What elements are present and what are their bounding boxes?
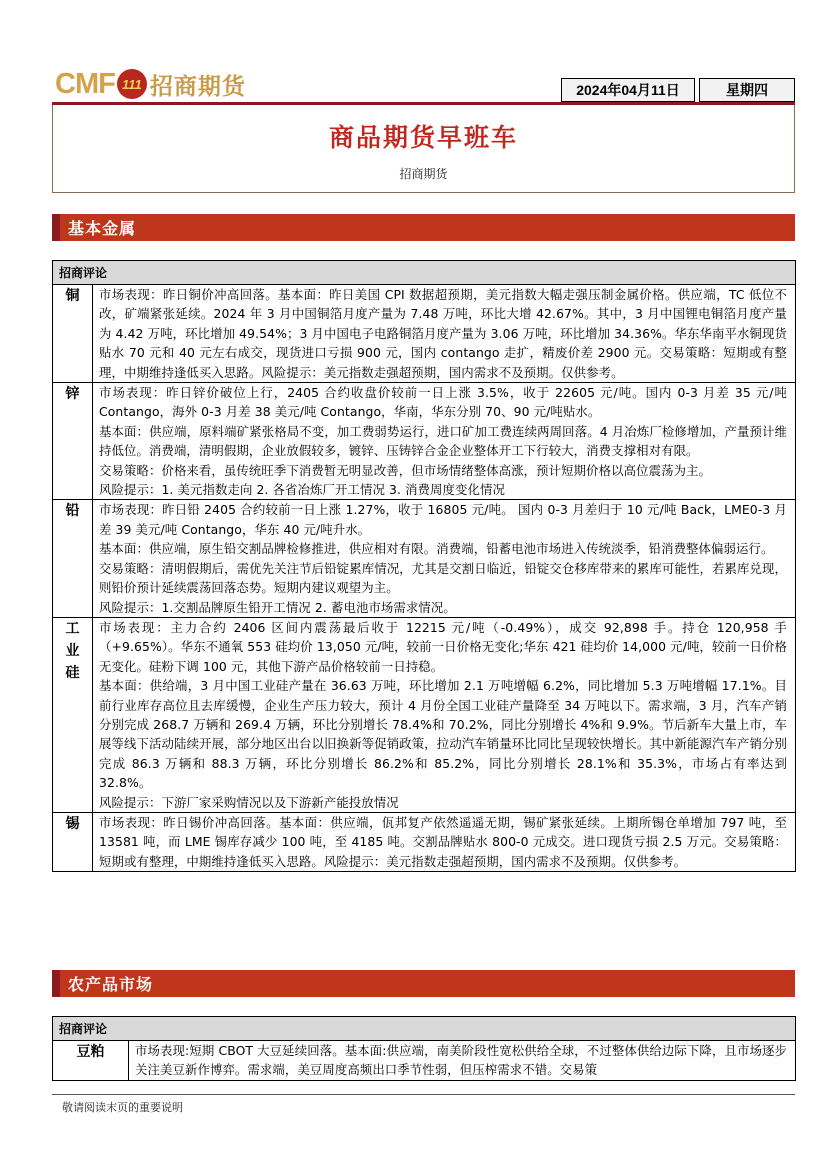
paragraph: 市场表现:短期 CBOT 大豆延续回落。基本面:供应端，南美阶段性宽松供给全球，不过整体供给边际下降，且市场逐步关注美豆新作博弈。需求端，美豆周度高频出口季节性弱，但压榨需求不错。交易策	[135, 1043, 788, 1078]
paragraph: 市场表现：昨日锡价冲高回落。基本面：供应端，佤邦复产依然遥遥无期，锡矿紧张延续。上期所锡仓单增加 797 吨，至 13581 吨，而 LME 锡库存减少 100 吨，至 4185 吨。交割品牌贴水 800-0 元成交。进口现货亏损 2.5 万元。交易策略：短期或有整理，中期维持逢低买入思路。风险提示：美元指数走强超预期，国内需求不及预期。仅供参考。	[99, 814, 788, 869]
footer-disclaimer: 敬请阅读末页的重要说明	[62, 1101, 183, 1114]
paragraph: 风险提示：下游厂家采购情况以及下游新产能投放情况	[99, 794, 399, 810]
commentary-zinc	[93, 383, 796, 500]
table-row-tin	[53, 812, 796, 871]
category-industrial-silicon: 工业硅	[53, 617, 93, 812]
report-date: 2024年04月11日	[561, 78, 695, 102]
paragraph: 基本面：供给端，3 月中国工业硅产量在 36.63 万吨，环比增加 2.1 万吨增幅 6.2%，同比增加 5.3 万吨增幅 17.1%。目前行业库存高位且去库缓慢，企业生产压力较大，预计 4 月份全国工业硅产量降至 34 万吨以下。需求端，3 月，汽车产销分别完成 268.7 万辆和 269.4 万辆，环比分别增长 78.4%和 70.2%，同比分别增长 4%和 9.9%。节后新车大量上市，车展等线下活动陆续开展，部分地区出台以旧换新等促销政策，拉动汽车销量环比同比呈现较快增长。其中新能源汽车产销分别完成 86.3 万辆和 88.3 万辆，环比分别增长 86.2%和 85.2%，同比分别增长 28.1%和 35.3%，市场占有率达到 32.8%。	[99, 678, 788, 791]
category-lead: 铅	[53, 500, 93, 617]
commentary-tin	[93, 812, 796, 871]
logo-emblem-icon: 111	[117, 69, 147, 99]
paragraph: 风险提示：1.交割品牌原生铅开工情况 2. 蓄电池市场需求情况。	[99, 599, 456, 615]
commentary-lead	[93, 500, 796, 617]
table-row-lead	[53, 500, 796, 617]
paragraph: 市场表现：昨日铅 2405 合约较前一日上涨 1.27%，收于 16805 元/吨。 国内 0-3 月差归于 10 元/吨 Back，LME0-3 月差 39 美元/吨 Contango，华东 40 元/吨升水。	[99, 502, 788, 537]
logo-cmf-text: CMF	[55, 67, 115, 100]
category-copper: 铜	[53, 285, 93, 383]
category-soybean-meal: 豆粕	[53, 1041, 129, 1081]
report-weekday: 星期四	[699, 78, 795, 102]
commentary-soybean-meal	[129, 1041, 796, 1081]
paragraph: 风险提示：1. 美元指数走向 2. 各省冶炼厂开工情况 3. 消费周度变化情况	[99, 482, 505, 498]
commentary-industrial-silicon	[93, 617, 796, 812]
paragraph: 市场表现：昨日锌价破位上行，2405 合约收盘价较前一日上涨 3.5%，收于 22605 元/吨。国内 0-3 月差 35 元/吨 Contango，海外 0-3 月差 38 美元/吨 Contango，华南，华东分别 70、90 元/吨贴水。	[99, 385, 788, 420]
agricultural-table	[52, 1016, 796, 1081]
table-header-commentary: 招商评论	[53, 261, 796, 285]
paragraph: 交易策略：清明假期后，需优先关注节后铅锭累库情况，尤其是交割日临近，铅锭交仓移库带来的累库可能性，若累库兑现，则铅价预计延续震荡回落态势。短期内建议观望为主。	[99, 560, 788, 596]
table-header-commentary: 招商评论	[53, 1017, 796, 1041]
document-title: 商品期货早班车	[328, 123, 518, 152]
category-tin: 锡	[53, 812, 93, 871]
footer-divider	[52, 1094, 795, 1095]
category-zinc: 锌	[53, 383, 93, 500]
table-row-copper	[53, 285, 796, 383]
section-title-base-metals: 基本金属	[52, 214, 795, 241]
section-title-agricultural: 农产品市场	[52, 970, 795, 997]
table-row-industrial-silicon	[53, 617, 796, 812]
table-row-soybean-meal	[53, 1041, 796, 1081]
paragraph: 市场表现：昨日铜价冲高回落。基本面：昨日美国 CPI 数据超预期，美元指数大幅走强压制金属价格。供应端，TC 低位不改，矿端紧张延续。2024 年 3 月中国铜箔月度产量为 7.48 万吨，环比大增 42.67%。其中，3 月中国锂电铜箔月度产量为 4.42 万吨，环比增加 49.54%；3 月中国电子电路铜箔月度产量为 3.06 万吨，环比增加 34.36%。华东华南平水铜现货贴水 70 元和 40 元左右成交，现货进口亏损 900 元，国内 contango 走扩，精废价差 2900 元。交易策略：短期或有整理，中期维持逢低买入思路。风险提示：美元指数走强超预期，国内需求不及预期。仅供参考。	[99, 287, 788, 380]
base-metals-table	[52, 260, 796, 872]
company-logo	[55, 66, 246, 102]
paragraph: 基本面：供应端，原料端矿紧张格局不变，加工费弱势运行，进口矿加工费连续两周回落。4 月冶炼厂检修增加，产量预计维持低位。消费端，清明假期，企业放假较多，镀锌、压铸锌合金企业整体开工下行较大，消费支撑相对有限。	[99, 423, 788, 459]
document-subtitle: 招商期货	[399, 167, 448, 181]
title-divider	[52, 102, 795, 105]
paragraph: 基本面：供应端，原生铅交割品牌检修推进，供应相对有限。消费端，铅蓄电池市场进入传统淡季，铅消费整体偏弱运行。	[99, 541, 774, 557]
paragraph: 市场表现：主力合约 2406 区间内震荡最后收于 12215 元/吨（-0.49%），成交 92,898 手。持仓 120,958 手（+9.65%）。华东不通氧 553 硅均价 13,050 元/吨，较前一日价格无变化;华东 421 硅均价 14,000 元/吨，较前一日价格无变化。硅粉下调 100 元，其他下游产品价格较前一日持稳。	[99, 619, 788, 674]
logo-chinese-name: 招商期货	[149, 73, 246, 100]
table-row-zinc	[53, 383, 796, 500]
paragraph: 交易策略：价格来看，虽传统旺季下消费暂无明显改善，但市场情绪整体高涨，预计短期价格以高位震荡为主。	[99, 462, 712, 478]
commentary-copper	[93, 285, 796, 383]
